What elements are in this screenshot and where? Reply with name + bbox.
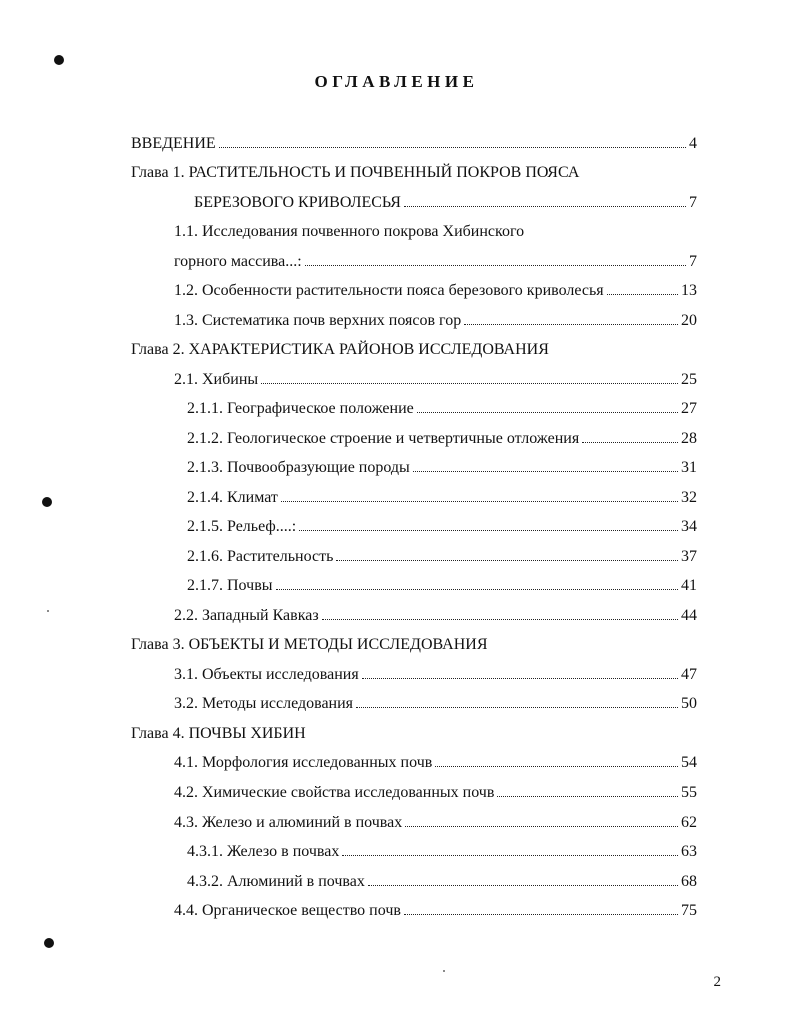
dot-leader [405, 826, 678, 827]
toc-entry-text: Глава 4. ПОЧВЫ ХИБИН [131, 725, 306, 742]
toc-page-ref: 13 [681, 282, 697, 299]
dot-leader [342, 855, 678, 856]
punch-hole-mark [42, 497, 52, 507]
toc-page-ref: 32 [681, 489, 697, 506]
dot-leader [417, 412, 678, 413]
toc-entry-text: 3.1. Объекты исследования [174, 666, 359, 683]
toc-page-ref: 68 [681, 873, 697, 890]
toc-entry-text: горного массива...: [174, 253, 302, 270]
toc-entry-text: 2.1.6. Растительность [187, 548, 334, 565]
dot-leader [336, 560, 678, 561]
toc-entry-text: 4.2. Химические свойства исследованных почв [174, 784, 495, 801]
toc-entry [174, 901, 697, 921]
toc-entry-text: 2.1.7. Почвы [187, 577, 273, 594]
toc-page-ref: 44 [681, 607, 697, 624]
toc-entry [187, 842, 697, 862]
dot-leader [276, 589, 679, 590]
toc-page-ref: 4 [689, 135, 697, 152]
dot-leader [305, 265, 686, 266]
toc-entry [131, 163, 697, 183]
toc-entry-text: 4.3.1. Железо в почвах [187, 843, 340, 860]
toc-entry-text: 1.3. Систематика почв верхних поясов гор [174, 312, 462, 329]
dot-leader [322, 619, 678, 620]
toc-page-ref: 28 [681, 430, 697, 447]
toc-entry [187, 429, 697, 449]
dot-leader [356, 707, 678, 708]
toc-page-ref: 75 [681, 902, 697, 919]
toc-entry [187, 399, 697, 419]
dot-leader [607, 294, 678, 295]
dot-leader [362, 678, 678, 679]
dot-leader [404, 206, 686, 207]
toc-entry-text: 3.2. Методы исследования [174, 695, 354, 712]
toc-entry-text: 2.1.4. Климат [187, 489, 278, 506]
toc-entry-text: 4.3. Железо и алюминий в почвах [174, 814, 403, 831]
toc-page-ref: 27 [681, 400, 697, 417]
dot-leader [464, 324, 678, 325]
toc-entry-text: 1.1. Исследования почвенного покрова Хибинского [174, 223, 525, 240]
toc-entry [174, 753, 697, 773]
toc-page-ref: 7 [689, 194, 697, 211]
punch-hole-mark [54, 55, 64, 65]
toc-page-ref: 55 [681, 784, 697, 801]
toc-entry [194, 193, 697, 213]
toc-entry [174, 281, 697, 301]
toc-entry [187, 576, 697, 596]
toc-entry-text: 2.1. Хибины [174, 371, 259, 388]
toc-entry-text: 4.3.2. Алюминий в почвах [187, 873, 365, 890]
scan-speck [443, 970, 445, 972]
toc-entry [174, 370, 697, 390]
toc-page-ref: 62 [681, 814, 697, 831]
toc-entry [187, 517, 697, 537]
toc-entry [131, 340, 697, 360]
toc-entry-text: Глава 1. РАСТИТЕЛЬНОСТЬ И ПОЧВЕННЫЙ ПОКРОВ ПОЯСА [131, 164, 580, 181]
toc-entry [174, 311, 697, 331]
dot-leader [435, 766, 678, 767]
toc-entry [174, 813, 697, 833]
toc-entry-text: 2.2. Западный Кавказ [174, 607, 319, 624]
toc-page-ref: 63 [681, 843, 697, 860]
page-number: 2 [713, 974, 721, 990]
toc-entry [131, 724, 697, 744]
toc-entry [187, 872, 697, 892]
toc-entry [187, 547, 697, 567]
dot-leader [368, 885, 678, 886]
page-title: ОГЛАВЛЕНИЕ [314, 72, 479, 91]
toc-entry [174, 694, 697, 714]
dot-leader [404, 914, 678, 915]
dot-leader [261, 383, 678, 384]
toc-entry-text: 1.2. Особенности растительности пояса березового криволесья [174, 282, 604, 299]
toc-page-ref: 25 [681, 371, 697, 388]
toc-entry-text: 2.1.2. Геологическое строение и четвертичные отложения [187, 430, 580, 447]
toc-entry [174, 252, 697, 272]
toc-page-ref: 31 [681, 459, 697, 476]
toc-entry [187, 458, 697, 478]
toc-entry-text: 2.1.1. Географическое положение [187, 400, 414, 417]
toc-entry [174, 222, 697, 242]
toc-entry [187, 488, 697, 508]
toc-page-ref: 41 [681, 577, 697, 594]
toc-entry-text: 2.1.5. Рельеф....: [187, 518, 297, 535]
toc-entry-text: Глава 2. ХАРАКТЕРИСТИКА РАЙОНОВ ИССЛЕДОВАНИЯ [131, 341, 549, 358]
toc-page-ref: 47 [681, 666, 697, 683]
toc-entry-text: ВВЕДЕНИЕ [131, 135, 216, 152]
dot-leader [281, 501, 678, 502]
toc-page-ref: 34 [681, 518, 697, 535]
toc-entry-text: Глава 3. ОБЪЕКТЫ И МЕТОДЫ ИССЛЕДОВАНИЯ [131, 636, 488, 653]
toc-entry [131, 635, 697, 655]
toc-entry [174, 665, 697, 685]
toc-page-ref: 50 [681, 695, 697, 712]
toc-entry-text: 4.4. Органическое вещество почв [174, 902, 401, 919]
toc-entry [174, 783, 697, 803]
dot-leader [219, 147, 686, 148]
toc-entry-text: 2.1.3. Почвообразующие породы [187, 459, 410, 476]
toc-entry-text: 4.1. Морфология исследованных почв [174, 754, 433, 771]
toc-entry [131, 134, 697, 154]
toc-page-ref: 54 [681, 754, 697, 771]
toc-entry-text: БЕРЕЗОВОГО КРИВОЛЕСЬЯ [194, 194, 401, 211]
punch-hole-mark [44, 938, 54, 948]
toc-entry [174, 606, 697, 626]
scan-speck [47, 610, 49, 612]
toc-page-ref: 37 [681, 548, 697, 565]
dot-leader [497, 796, 678, 797]
toc-page-ref: 20 [681, 312, 697, 329]
dot-leader [582, 442, 678, 443]
dot-leader [413, 471, 678, 472]
dot-leader [299, 530, 678, 531]
toc-page-ref: 7 [689, 253, 697, 270]
